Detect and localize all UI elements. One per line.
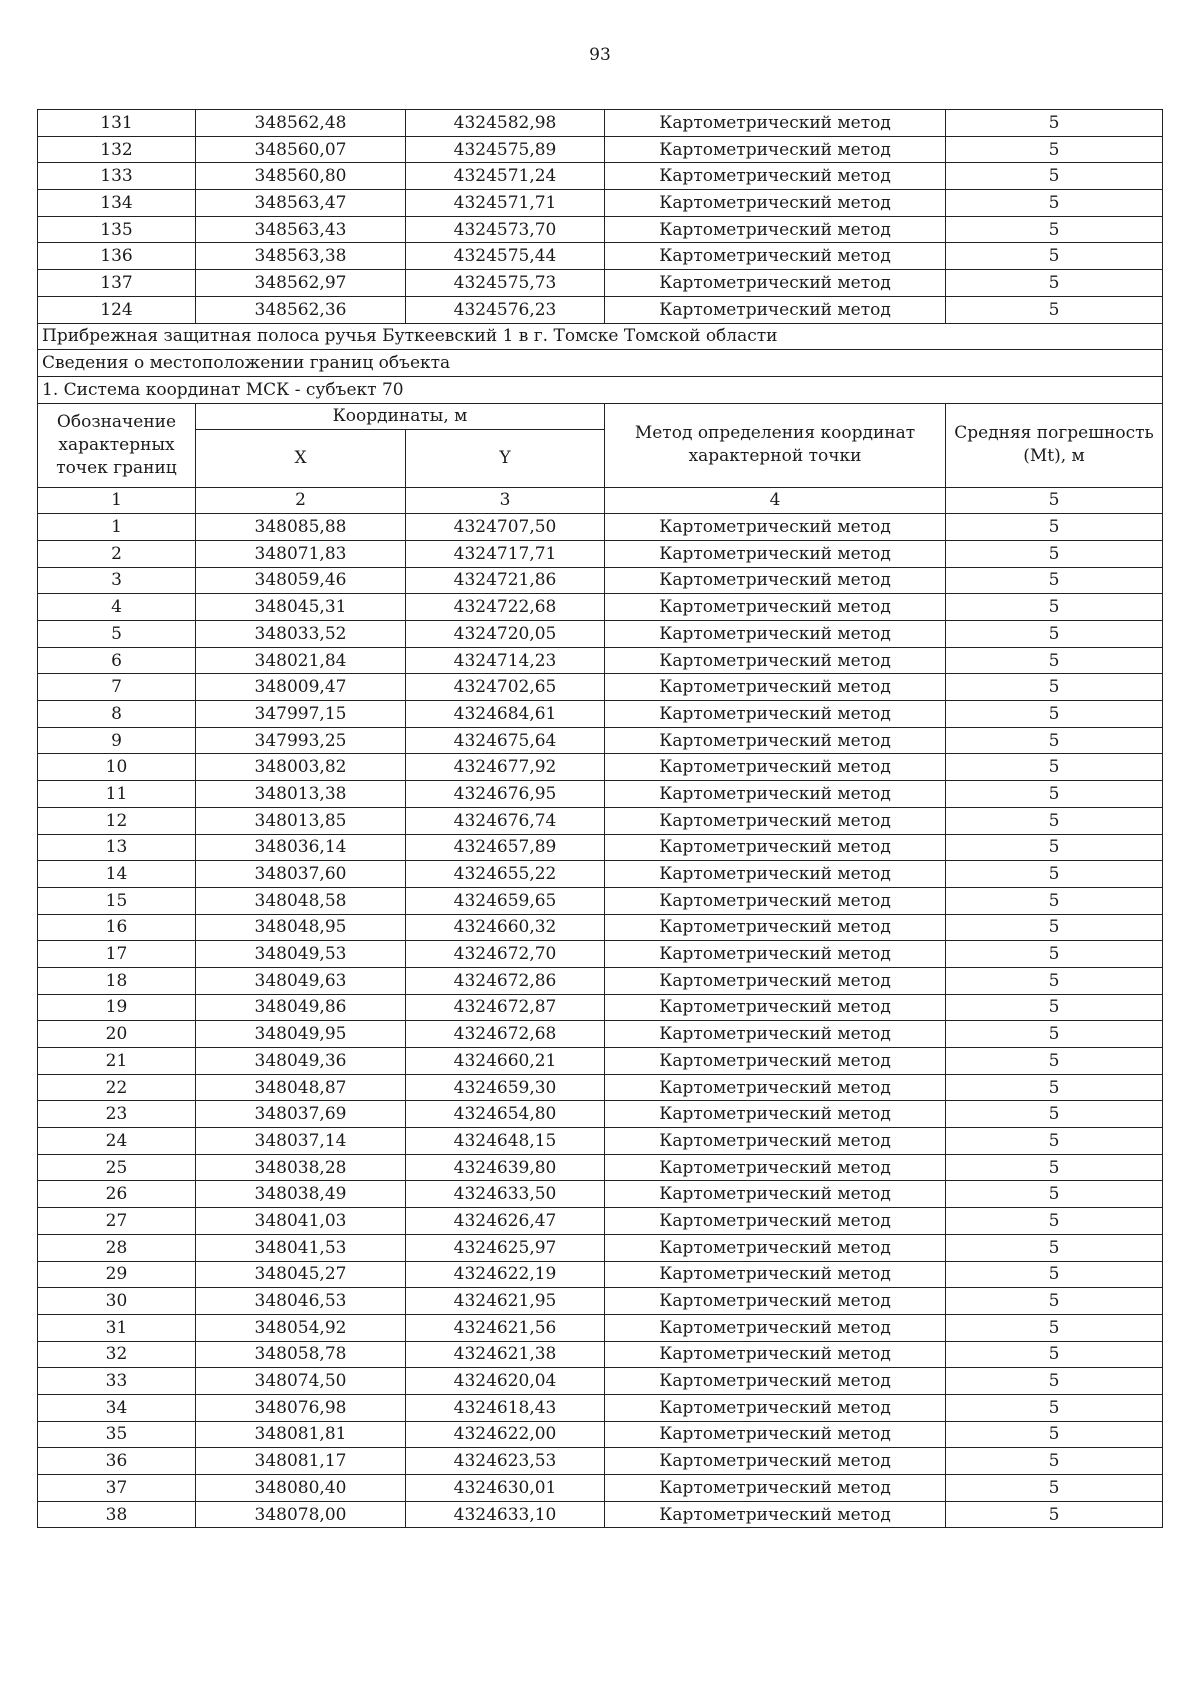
accuracy: 5: [946, 647, 1163, 674]
table-row: [38, 781, 1163, 808]
accuracy: 5: [946, 270, 1163, 297]
coord-system: 1. Система координат МСК - субъект 70: [38, 376, 1163, 403]
accuracy: 5: [946, 1314, 1163, 1341]
point-id: 137: [38, 270, 196, 297]
y-coordinate: 4324571,24: [406, 163, 605, 190]
x-coordinate: 348081,81: [196, 1421, 406, 1448]
point-id: 7: [38, 674, 196, 701]
accuracy: 5: [946, 1394, 1163, 1421]
table-row: [38, 914, 1163, 941]
table-row: [38, 136, 1163, 163]
y-coordinate: 4324621,38: [406, 1341, 605, 1368]
point-id: 13: [38, 834, 196, 861]
point-id: 133: [38, 163, 196, 190]
y-coordinate: 4324675,64: [406, 727, 605, 754]
accuracy: 5: [946, 994, 1163, 1021]
method: Картометрический метод: [605, 216, 946, 243]
table-row: [38, 594, 1163, 621]
y-coordinate: 4324633,50: [406, 1181, 605, 1208]
x-coordinate: 347993,25: [196, 727, 406, 754]
y-coordinate: 4324722,68: [406, 594, 605, 621]
method: Картометрический метод: [605, 1368, 946, 1395]
accuracy: 5: [946, 1288, 1163, 1315]
x-coordinate: 348085,88: [196, 514, 406, 541]
column-numbers-row: [38, 487, 1163, 514]
x-coordinate: 348059,46: [196, 567, 406, 594]
accuracy: 5: [946, 1101, 1163, 1128]
x-coordinate: 348562,97: [196, 270, 406, 297]
x-coordinate: 348562,36: [196, 296, 406, 323]
x-coordinate: 348038,49: [196, 1181, 406, 1208]
accuracy: 5: [946, 1501, 1163, 1528]
y-coordinate: 4324655,22: [406, 861, 605, 888]
method: Картометрический метод: [605, 1234, 946, 1261]
table-row: [38, 834, 1163, 861]
accuracy: 5: [946, 216, 1163, 243]
accuracy: 5: [946, 754, 1163, 781]
x-coordinate: 348013,85: [196, 807, 406, 834]
y-coordinate: 4324648,15: [406, 1128, 605, 1155]
accuracy: 5: [946, 1234, 1163, 1261]
table-row: [38, 1234, 1163, 1261]
y-coordinate: 4324676,74: [406, 807, 605, 834]
method: Картометрический метод: [605, 1128, 946, 1155]
method: Картометрический метод: [605, 674, 946, 701]
method: Картометрический метод: [605, 1154, 946, 1181]
point-id: 17: [38, 941, 196, 968]
y-coordinate: 4324626,47: [406, 1208, 605, 1235]
accuracy: 5: [946, 1074, 1163, 1101]
point-id: 38: [38, 1501, 196, 1528]
table-row: [38, 1128, 1163, 1155]
x-coordinate: 348563,43: [196, 216, 406, 243]
method: Картометрический метод: [605, 136, 946, 163]
accuracy: 5: [946, 914, 1163, 941]
x-coordinate: 348037,14: [196, 1128, 406, 1155]
method: Картометрический метод: [605, 807, 946, 834]
method: Картометрический метод: [605, 1448, 946, 1475]
accuracy: 5: [946, 1021, 1163, 1048]
method: Картометрический метод: [605, 567, 946, 594]
point-id: 14: [38, 861, 196, 888]
method: Картометрический метод: [605, 1341, 946, 1368]
column-number: 3: [406, 487, 605, 514]
method: Картометрический метод: [605, 296, 946, 323]
table-row: [38, 190, 1163, 217]
table-row: [38, 1261, 1163, 1288]
table-row: [38, 1048, 1163, 1075]
x-coordinate: 348041,53: [196, 1234, 406, 1261]
accuracy: 5: [946, 1368, 1163, 1395]
x-coordinate: 348076,98: [196, 1394, 406, 1421]
point-id: 134: [38, 190, 196, 217]
accuracy: 5: [946, 621, 1163, 648]
x-coordinate: 348036,14: [196, 834, 406, 861]
method: Картометрический метод: [605, 1421, 946, 1448]
y-coordinate: 4324621,95: [406, 1288, 605, 1315]
x-coordinate: 348013,38: [196, 781, 406, 808]
x-coordinate: 348021,84: [196, 647, 406, 674]
y-coordinate: 4324571,71: [406, 190, 605, 217]
method: Картометрический метод: [605, 914, 946, 941]
y-coordinate: 4324621,56: [406, 1314, 605, 1341]
y-coordinate: 4324575,73: [406, 270, 605, 297]
accuracy: 5: [946, 594, 1163, 621]
header-x: X: [196, 429, 406, 487]
x-coordinate: 348045,27: [196, 1261, 406, 1288]
method: Картометрический метод: [605, 1208, 946, 1235]
method: Картометрический метод: [605, 887, 946, 914]
y-coordinate: 4324684,61: [406, 701, 605, 728]
page-number: 93: [589, 45, 611, 65]
table-row: [38, 1501, 1163, 1528]
x-coordinate: 348071,83: [196, 540, 406, 567]
y-coordinate: 4324677,92: [406, 754, 605, 781]
method: Картометрический метод: [605, 781, 946, 808]
x-coordinate: 348078,00: [196, 1501, 406, 1528]
column-number: 4: [605, 487, 946, 514]
y-coordinate: 4324707,50: [406, 514, 605, 541]
method: Картометрический метод: [605, 754, 946, 781]
method: Картометрический метод: [605, 701, 946, 728]
table-row: [38, 1101, 1163, 1128]
table-row: [38, 163, 1163, 190]
point-id: 22: [38, 1074, 196, 1101]
point-id: 35: [38, 1421, 196, 1448]
table-row: [38, 701, 1163, 728]
table-row: [38, 1314, 1163, 1341]
accuracy: 5: [946, 514, 1163, 541]
table-row: [38, 514, 1163, 541]
column-number: 5: [946, 487, 1163, 514]
accuracy: 5: [946, 1154, 1163, 1181]
x-coordinate: 348563,47: [196, 190, 406, 217]
accuracy: 5: [946, 567, 1163, 594]
point-id: 131: [38, 110, 196, 137]
point-id: 31: [38, 1314, 196, 1341]
y-coordinate: 4324625,97: [406, 1234, 605, 1261]
table-row: [38, 243, 1163, 270]
accuracy: 5: [946, 1181, 1163, 1208]
y-coordinate: 4324676,95: [406, 781, 605, 808]
point-id: 3: [38, 567, 196, 594]
y-coordinate: 4324672,70: [406, 941, 605, 968]
section-subtitle: Сведения о местоположении границ объекта: [38, 350, 1163, 377]
y-coordinate: 4324620,04: [406, 1368, 605, 1395]
accuracy: 5: [946, 834, 1163, 861]
accuracy: 5: [946, 1421, 1163, 1448]
y-coordinate: 4324575,44: [406, 243, 605, 270]
y-coordinate: 4324639,80: [406, 1154, 605, 1181]
accuracy: 5: [946, 807, 1163, 834]
x-coordinate: 348049,53: [196, 941, 406, 968]
y-coordinate: 4324654,80: [406, 1101, 605, 1128]
accuracy: 5: [946, 701, 1163, 728]
accuracy: 5: [946, 136, 1163, 163]
accuracy: 5: [946, 540, 1163, 567]
accuracy: 5: [946, 674, 1163, 701]
x-coordinate: 348009,47: [196, 674, 406, 701]
x-coordinate: 348048,87: [196, 1074, 406, 1101]
accuracy: 5: [946, 887, 1163, 914]
x-coordinate: 348054,92: [196, 1314, 406, 1341]
method: Картометрический метод: [605, 1021, 946, 1048]
point-id: 2: [38, 540, 196, 567]
top-rows: [38, 110, 1163, 324]
table-row: [38, 861, 1163, 888]
method: Картометрический метод: [605, 594, 946, 621]
y-coordinate: 4324717,71: [406, 540, 605, 567]
y-coordinate: 4324573,70: [406, 216, 605, 243]
method: Картометрический метод: [605, 110, 946, 137]
point-id: 4: [38, 594, 196, 621]
column-number: 2: [196, 487, 406, 514]
y-coordinate: 4324702,65: [406, 674, 605, 701]
point-id: 18: [38, 967, 196, 994]
table-row: [38, 967, 1163, 994]
y-coordinate: 4324660,32: [406, 914, 605, 941]
point-id: 124: [38, 296, 196, 323]
method: Картометрический метод: [605, 834, 946, 861]
accuracy: 5: [946, 1448, 1163, 1475]
x-coordinate: 348041,03: [196, 1208, 406, 1235]
header-accuracy: Средняя погрешность (Mt), м: [946, 403, 1163, 487]
point-id: 8: [38, 701, 196, 728]
x-coordinate: 348560,07: [196, 136, 406, 163]
x-coordinate: 348049,36: [196, 1048, 406, 1075]
table-row: [38, 1154, 1163, 1181]
table-row: [38, 674, 1163, 701]
x-coordinate: 348562,48: [196, 110, 406, 137]
accuracy: 5: [946, 1341, 1163, 1368]
table-row: [38, 1448, 1163, 1475]
y-coordinate: 4324633,10: [406, 1501, 605, 1528]
y-coordinate: 4324672,86: [406, 967, 605, 994]
point-id: 5: [38, 621, 196, 648]
point-id: 20: [38, 1021, 196, 1048]
method: Картометрический метод: [605, 270, 946, 297]
method: Картометрический метод: [605, 1074, 946, 1101]
point-id: 26: [38, 1181, 196, 1208]
y-coordinate: 4324622,19: [406, 1261, 605, 1288]
y-coordinate: 4324582,98: [406, 110, 605, 137]
table-row: [38, 727, 1163, 754]
x-coordinate: 348048,95: [196, 914, 406, 941]
table-row: [38, 941, 1163, 968]
y-coordinate: 4324659,65: [406, 887, 605, 914]
x-coordinate: 348037,60: [196, 861, 406, 888]
point-id: 1: [38, 514, 196, 541]
y-coordinate: 4324657,89: [406, 834, 605, 861]
y-coordinate: 4324714,23: [406, 647, 605, 674]
method: Картометрический метод: [605, 1501, 946, 1528]
table-row: [38, 1475, 1163, 1502]
y-coordinate: 4324576,23: [406, 296, 605, 323]
table-row: [38, 1368, 1163, 1395]
method: Картометрический метод: [605, 1394, 946, 1421]
method: Картометрический метод: [605, 1048, 946, 1075]
method: Картометрический метод: [605, 994, 946, 1021]
accuracy: 5: [946, 296, 1163, 323]
y-coordinate: 4324575,89: [406, 136, 605, 163]
header-y: Y: [406, 429, 605, 487]
point-id: 21: [38, 1048, 196, 1075]
table-row: [38, 1394, 1163, 1421]
point-id: 19: [38, 994, 196, 1021]
x-coordinate: 348046,53: [196, 1288, 406, 1315]
accuracy: 5: [946, 1261, 1163, 1288]
section-header: [38, 323, 1163, 514]
method: Картометрический метод: [605, 540, 946, 567]
section-title: Прибрежная защитная полоса ручья Буткеевский 1 в г. Томске Томской области: [38, 323, 1163, 350]
x-coordinate: 348049,95: [196, 1021, 406, 1048]
boundary-points: [38, 514, 1163, 1528]
table-row: [38, 1021, 1163, 1048]
y-coordinate: 4324618,43: [406, 1394, 605, 1421]
method: Картометрический метод: [605, 647, 946, 674]
table-row: [38, 110, 1163, 137]
point-id: 25: [38, 1154, 196, 1181]
method: Картометрический метод: [605, 190, 946, 217]
point-id: 27: [38, 1208, 196, 1235]
table-row: [38, 1074, 1163, 1101]
y-coordinate: 4324721,86: [406, 567, 605, 594]
y-coordinate: 4324720,05: [406, 621, 605, 648]
accuracy: 5: [946, 967, 1163, 994]
accuracy: 5: [946, 243, 1163, 270]
table-row: [38, 1181, 1163, 1208]
method: Картометрический метод: [605, 1261, 946, 1288]
table-row: [38, 807, 1163, 834]
x-coordinate: 348563,38: [196, 243, 406, 270]
x-coordinate: 348058,78: [196, 1341, 406, 1368]
accuracy: 5: [946, 861, 1163, 888]
method: Картометрический метод: [605, 1475, 946, 1502]
table-row: [38, 540, 1163, 567]
method: Картометрический метод: [605, 1314, 946, 1341]
method: Картометрический метод: [605, 941, 946, 968]
method: Картометрический метод: [605, 1101, 946, 1128]
accuracy: 5: [946, 941, 1163, 968]
y-coordinate: 4324659,30: [406, 1074, 605, 1101]
accuracy: 5: [946, 1048, 1163, 1075]
method: Картометрический метод: [605, 727, 946, 754]
accuracy: 5: [946, 163, 1163, 190]
y-coordinate: 4324630,01: [406, 1475, 605, 1502]
point-id: 135: [38, 216, 196, 243]
x-coordinate: 348049,86: [196, 994, 406, 1021]
x-coordinate: 348048,58: [196, 887, 406, 914]
table-row: [38, 1341, 1163, 1368]
method: Картометрический метод: [605, 861, 946, 888]
point-id: 12: [38, 807, 196, 834]
x-coordinate: 348003,82: [196, 754, 406, 781]
x-coordinate: 348074,50: [196, 1368, 406, 1395]
point-id: 10: [38, 754, 196, 781]
accuracy: 5: [946, 781, 1163, 808]
table-row: [38, 216, 1163, 243]
table-row: [38, 1421, 1163, 1448]
y-coordinate: 4324672,87: [406, 994, 605, 1021]
table-row: [38, 270, 1163, 297]
point-id: 28: [38, 1234, 196, 1261]
table-row: [38, 621, 1163, 648]
point-id: 132: [38, 136, 196, 163]
method: Картометрический метод: [605, 243, 946, 270]
table-row: [38, 647, 1163, 674]
y-coordinate: 4324622,00: [406, 1421, 605, 1448]
point-id: 6: [38, 647, 196, 674]
x-coordinate: 348033,52: [196, 621, 406, 648]
table-row: [38, 296, 1163, 323]
y-coordinate: 4324623,53: [406, 1448, 605, 1475]
method: Картометрический метод: [605, 163, 946, 190]
method: Картометрический метод: [605, 514, 946, 541]
x-coordinate: 347997,15: [196, 701, 406, 728]
method: Картометрический метод: [605, 1181, 946, 1208]
point-id: 11: [38, 781, 196, 808]
point-id: 15: [38, 887, 196, 914]
column-number: 1: [38, 487, 196, 514]
accuracy: 5: [946, 1208, 1163, 1235]
accuracy: 5: [946, 727, 1163, 754]
point-id: 34: [38, 1394, 196, 1421]
table-row: [38, 1288, 1163, 1315]
point-id: 36: [38, 1448, 196, 1475]
point-id: 32: [38, 1341, 196, 1368]
table-row: [38, 887, 1163, 914]
point-id: 37: [38, 1475, 196, 1502]
point-id: 16: [38, 914, 196, 941]
point-id: 30: [38, 1288, 196, 1315]
point-id: 29: [38, 1261, 196, 1288]
table-row: [38, 1208, 1163, 1235]
method: Картометрический метод: [605, 1288, 946, 1315]
point-id: 23: [38, 1101, 196, 1128]
table-row: [38, 994, 1163, 1021]
accuracy: 5: [946, 1475, 1163, 1502]
point-id: 9: [38, 727, 196, 754]
x-coordinate: 348081,17: [196, 1448, 406, 1475]
x-coordinate: 348049,63: [196, 967, 406, 994]
method: Картометрический метод: [605, 967, 946, 994]
table-row: [38, 754, 1163, 781]
table-row: [38, 567, 1163, 594]
point-id: 33: [38, 1368, 196, 1395]
x-coordinate: 348038,28: [196, 1154, 406, 1181]
accuracy: 5: [946, 110, 1163, 137]
header-coordinates: Координаты, м: [196, 403, 605, 429]
x-coordinate: 348080,40: [196, 1475, 406, 1502]
header-point-designation: Обозначение характерных точек границ: [38, 403, 196, 487]
coordinates-table: [37, 109, 1163, 1528]
accuracy: 5: [946, 1128, 1163, 1155]
y-coordinate: 4324672,68: [406, 1021, 605, 1048]
method: Картометрический метод: [605, 621, 946, 648]
y-coordinate: 4324660,21: [406, 1048, 605, 1075]
point-id: 136: [38, 243, 196, 270]
x-coordinate: 348045,31: [196, 594, 406, 621]
x-coordinate: 348037,69: [196, 1101, 406, 1128]
point-id: 24: [38, 1128, 196, 1155]
accuracy: 5: [946, 190, 1163, 217]
x-coordinate: 348560,80: [196, 163, 406, 190]
header-method: Метод определения координат характерной точки: [605, 403, 946, 487]
